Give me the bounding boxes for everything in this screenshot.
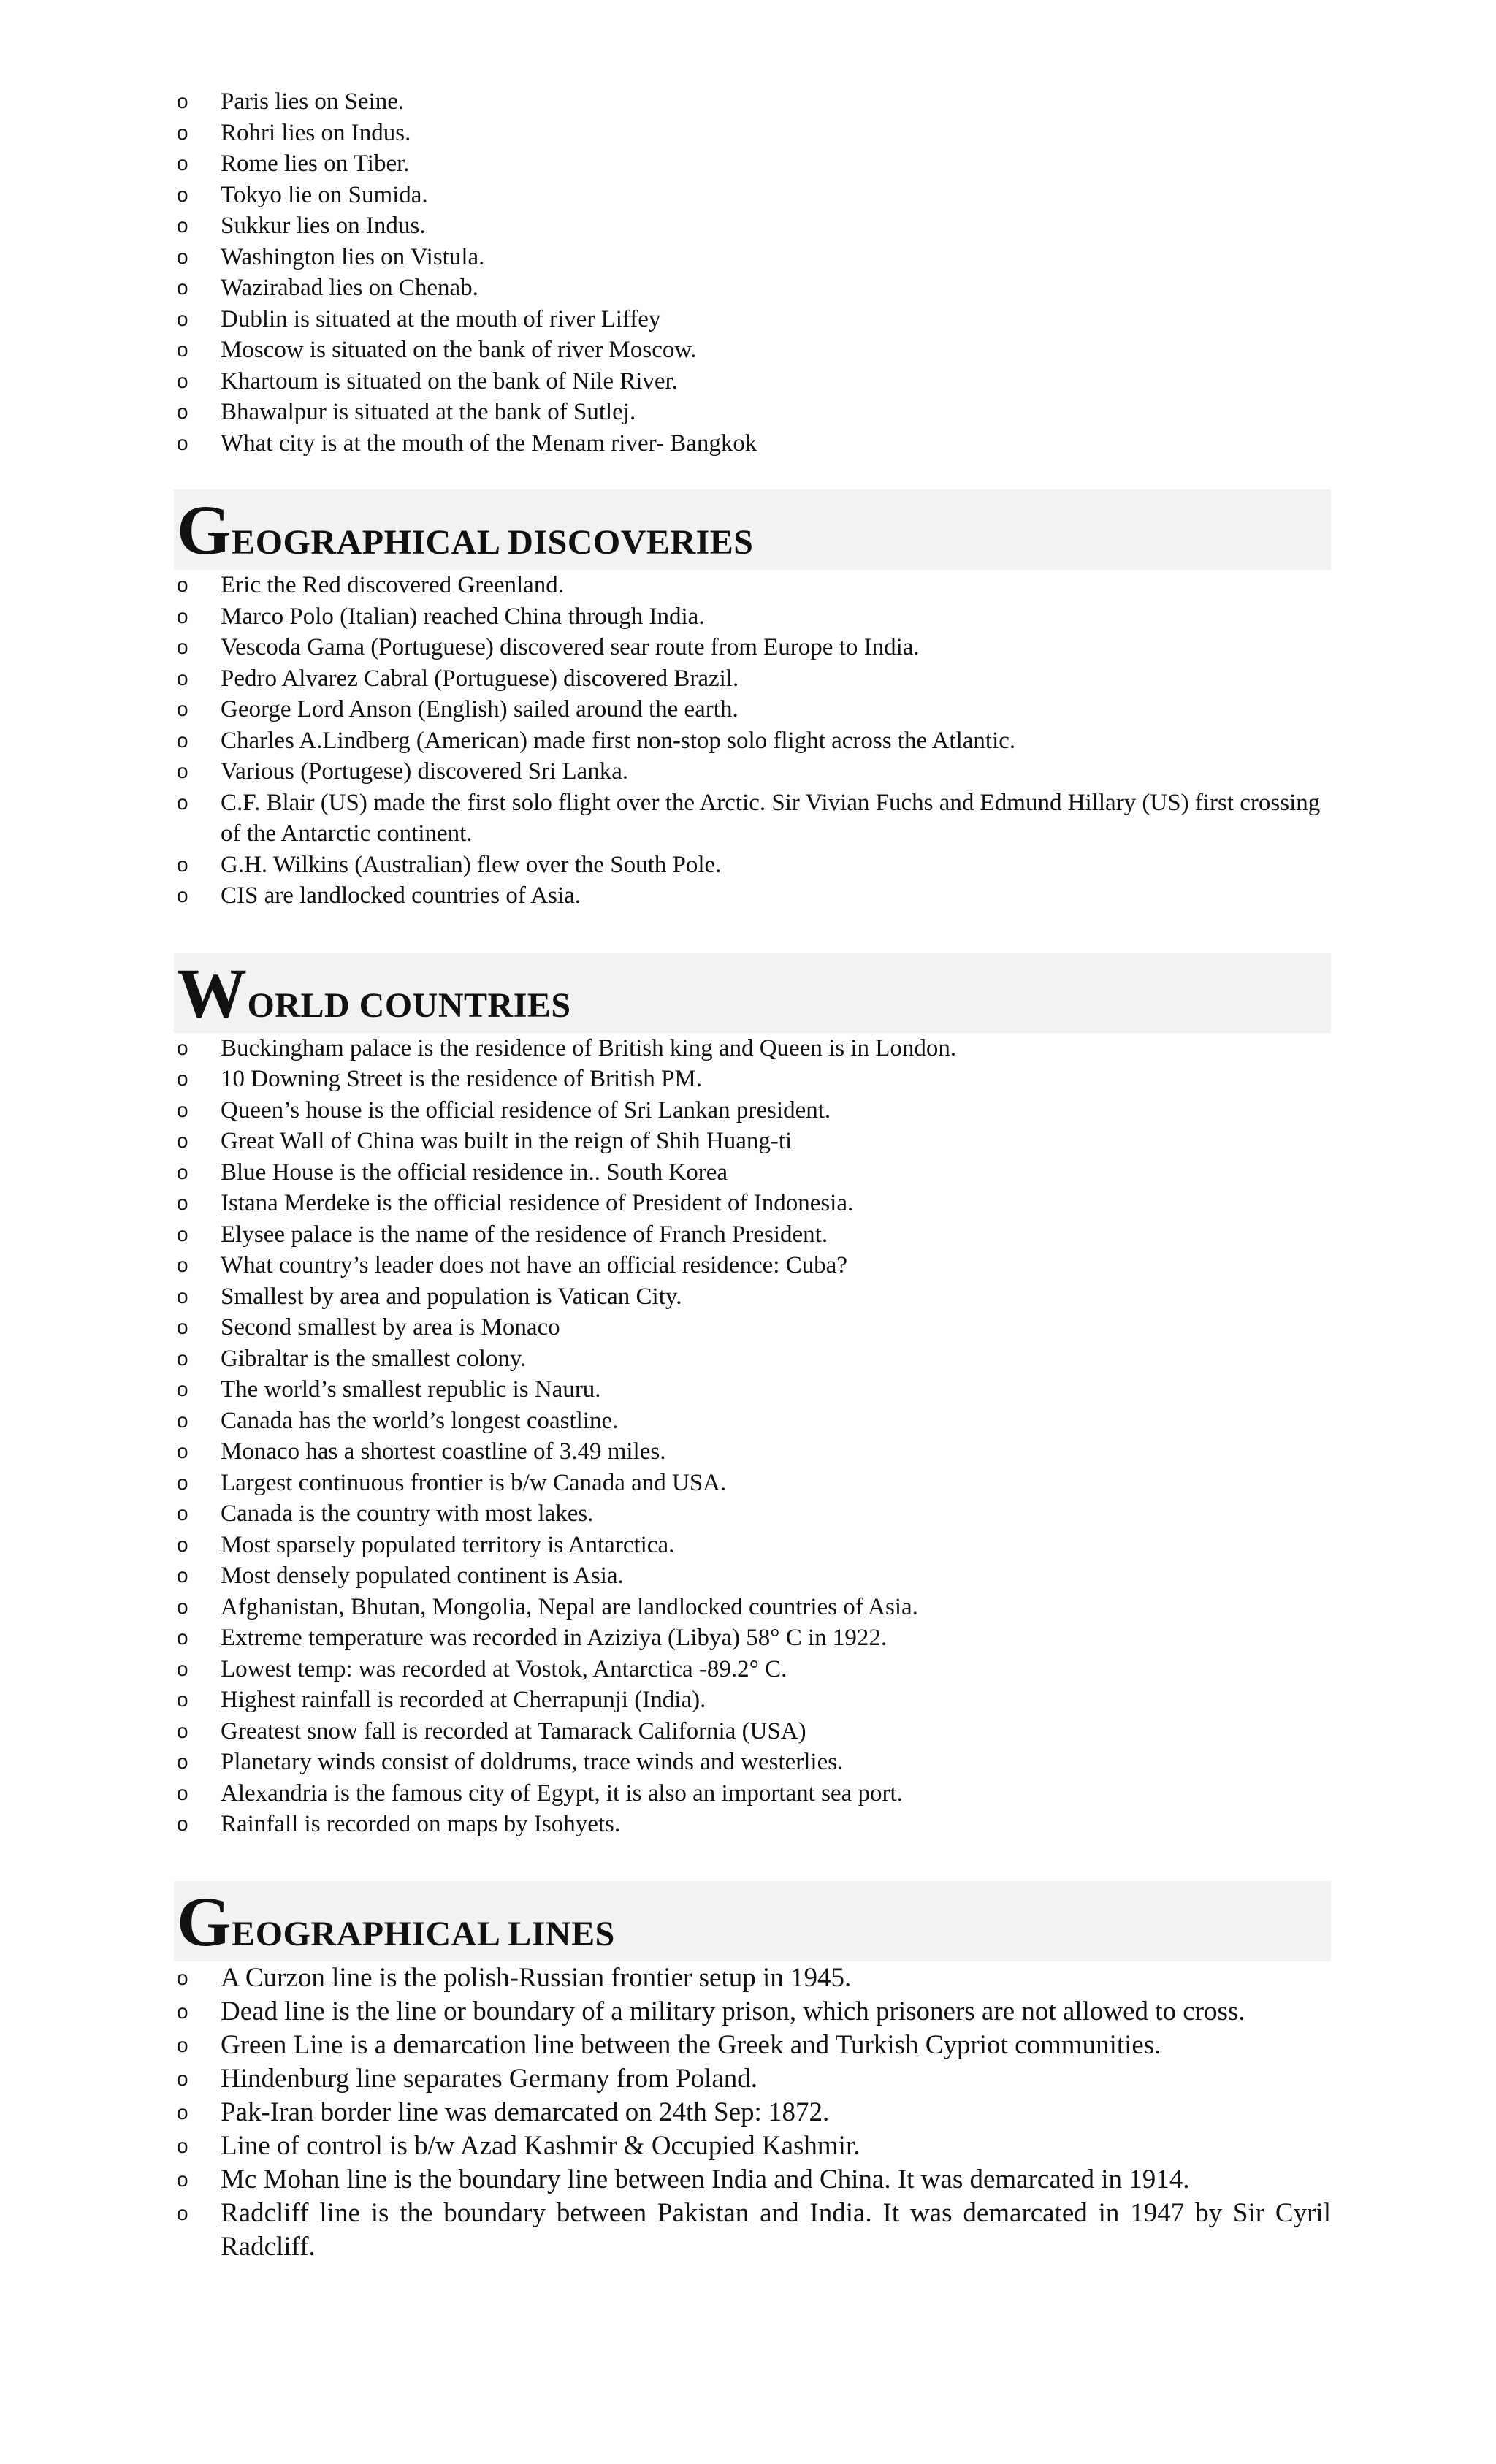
list-item (174, 118, 1331, 149)
bullet-icon: o (177, 1626, 188, 1649)
list-item-text: Sukkur lies on Indus. (221, 213, 426, 239)
list-item (174, 2197, 1331, 2264)
list-item (174, 1219, 1331, 1251)
bullet-icon: o (177, 760, 188, 782)
lines-heading (177, 1882, 615, 1961)
list-item (174, 242, 1331, 273)
bullet-icon: o (177, 400, 188, 423)
list-item-text: Queen’s house is the official residence of Sri Lankan president. (221, 1096, 831, 1124)
bullet-icon: o (177, 2134, 188, 2157)
list-item (174, 880, 1331, 912)
section-heading-discoveries (174, 489, 1331, 570)
bullet-icon: o (177, 604, 188, 628)
list-item (174, 1405, 1331, 1437)
list-item (174, 1716, 1331, 1747)
section-heading-lines (174, 1881, 1331, 1961)
list-item (174, 304, 1331, 335)
discoveries-heading (177, 491, 754, 569)
list-item (174, 272, 1331, 304)
list-item (174, 570, 1331, 601)
list-item (174, 632, 1331, 663)
bullet-icon: o (177, 1719, 188, 1742)
list-item-text: Eric the Red discovered Greenland. (221, 572, 565, 598)
list-item-text: Lowest temp: was recorded at Vostok, Antarctica -89.2° C. (221, 1655, 787, 1682)
rivers-list (174, 86, 1331, 459)
bullet-icon: o (177, 1564, 188, 1587)
bullet-icon: o (177, 276, 188, 299)
bullet-icon: o (177, 245, 188, 268)
bullet-icon: o (177, 431, 188, 454)
list-item (174, 850, 1331, 881)
list-item (174, 601, 1331, 633)
countries-heading (177, 953, 571, 1032)
heading-initial: W (177, 953, 248, 1032)
list-item (174, 366, 1331, 397)
list-item-text: Smallest by area and population is Vatican City. (221, 1283, 682, 1310)
list-item-text: CIS are landlocked countries of Asia. (221, 882, 581, 909)
list-item (174, 1498, 1331, 1530)
bullet-icon: o (177, 1812, 188, 1835)
list-item (174, 1592, 1331, 1623)
list-item (174, 1064, 1331, 1095)
list-item-text: Afghanistan, Bhutan, Mongolia, Nepal are landlocked countries of Asia. (221, 1593, 918, 1620)
list-item-text: Planetary winds consist of doldrums, trace winds and westerlies. (221, 1749, 844, 1775)
list-item-text: The world’s smallest republic is Nauru. (221, 1376, 601, 1403)
list-item-text: Khartoum is situated on the bank of Nile River. (221, 367, 678, 394)
list-item-text: Pedro Alvarez Cabral (Portuguese) discovered Brazil. (221, 665, 739, 692)
list-item-text: Buckingham palace is the residence of British king and Queen is in London. (221, 1034, 957, 1061)
list-item-text: Canada is the country with most lakes. (221, 1500, 594, 1527)
list-item (174, 663, 1331, 695)
list-item (174, 148, 1331, 180)
list-item (174, 1343, 1331, 1375)
list-item (174, 180, 1331, 211)
list-item-text: Most densely populated continent is Asia. (221, 1563, 624, 1589)
heading-text: ORLD COUNTRIES (247, 985, 571, 1025)
bullet-icon: o (177, 214, 188, 237)
bullet-icon: o (177, 1688, 188, 1711)
list-item (174, 2029, 1331, 2062)
list-item-text: Blue House is the official residence in.. South Korea (221, 1159, 728, 1186)
bullet-icon: o (177, 1781, 188, 1804)
bullet-icon: o (177, 1316, 188, 1338)
bullet-icon: o (177, 1129, 188, 1152)
bullet-icon: o (177, 636, 188, 658)
bullet-icon: o (177, 884, 188, 907)
bullet-icon: o (177, 1657, 188, 1680)
list-item-text: Various (Portugese) discovered Sri Lanka. (221, 758, 629, 785)
list-item-text: What city is at the mouth of the Menam river- Bangkok (221, 430, 757, 457)
list-item-text: 10 Downing Street is the residence of British PM. (221, 1066, 703, 1092)
list-item (174, 86, 1331, 118)
list-item-text: Bhawalpur is situated at the bank of Sutlej. (221, 399, 636, 425)
bullet-icon: o (177, 1750, 188, 1773)
bullet-icon: o (177, 2033, 188, 2056)
bullet-icon: o (177, 1346, 188, 1370)
bullet-icon: o (177, 1502, 188, 1525)
heading-text: EOGRAPHICAL DISCOVERIES (232, 523, 754, 562)
list-item-text: Marco Polo (Italian) reached China through India. (221, 603, 705, 630)
discoveries-list (174, 570, 1331, 912)
bullet-icon: o (177, 728, 188, 752)
bullet-icon: o (177, 1098, 188, 1121)
bullet-icon: o (177, 152, 188, 175)
list-item-text: Green Line is a demarcation line between the Greek and Turkish Cypriot communities. (221, 2029, 1161, 2060)
bullet-icon: o (177, 121, 188, 144)
bullet-icon: o (177, 1160, 188, 1183)
list-item-text: Extreme temperature was recorded in Aziziya (Libya) 58° C in 1922. (221, 1625, 888, 1651)
list-item (174, 1654, 1331, 1685)
bullet-icon: o (177, 183, 188, 206)
list-item-text: Line of control is b/w Azad Kashmir & Occupied Kashmir. (221, 2130, 860, 2161)
list-item-text: Gibraltar is the smallest colony. (221, 1345, 527, 1372)
bullet-icon: o (177, 1284, 188, 1308)
list-item-text: C.F. Blair (US) made the first solo flight over the Arctic. Sir Vivian Fuchs and Edmund Hillary (US) first crossing of the Antarctic continent. (221, 789, 1321, 847)
list-item-text: A Curzon line is the polish-Russian frontier setup in 1945. (221, 1962, 852, 1993)
list-item-text: Mc Mohan line is the boundary line between India and China. It was demarcated in 1914. (221, 2164, 1190, 2194)
list-item (174, 1809, 1331, 1840)
bullet-icon: o (177, 338, 188, 361)
bullet-icon: o (177, 666, 188, 690)
list-item (174, 1995, 1331, 2029)
list-item-text: Charles A.Lindberg (American) made first non-stop solo flight across the Atlantic. (221, 727, 1016, 754)
list-item-text: G.H. Wilkins (Australian) flew over the South Pole. (221, 851, 722, 878)
list-item (174, 2163, 1331, 2197)
list-item-text: Rainfall is recorded on maps by Isohyets. (221, 1811, 621, 1837)
bullet-icon: o (177, 1222, 188, 1246)
list-item-text: Great Wall of China was built in the reign of Shih Huang-ti (221, 1128, 793, 1154)
bullet-icon: o (177, 573, 188, 596)
list-item (174, 397, 1331, 428)
list-item-text: Monaco has a shortest coastline of 3.49 miles. (221, 1438, 666, 1465)
list-item-text: Rome lies on Tiber. (221, 150, 410, 177)
list-item (174, 2096, 1331, 2129)
list-item (174, 787, 1331, 850)
list-item-text: George Lord Anson (English) sailed around the earth. (221, 696, 739, 722)
list-item-text: Dublin is situated at the mouth of river Liffey (221, 305, 661, 332)
bullet-icon: o (177, 90, 188, 112)
list-item (174, 1685, 1331, 1716)
list-item-text: Washington lies on Vistula. (221, 243, 485, 270)
list-item-text: Most sparsely populated territory is Antarctica. (221, 1531, 675, 1558)
heading-initial: G (177, 1882, 232, 1961)
bullet-icon: o (177, 2067, 188, 2090)
bullet-icon: o (177, 307, 188, 330)
list-item-text: Moscow is situated on the bank of river Moscow. (221, 337, 697, 363)
list-item-text: Canada has the world’s longest coastline. (221, 1407, 619, 1434)
list-item-text: Wazirabad lies on Chenab. (221, 275, 478, 301)
list-item (174, 2062, 1331, 2096)
lines-list (174, 1961, 1331, 2264)
list-item (174, 1126, 1331, 1157)
list-item-text: Hindenburg line separates Germany from Poland. (221, 2063, 758, 2094)
list-item (174, 1747, 1331, 1778)
bullet-icon: o (177, 1378, 188, 1400)
list-item-text: Elysee palace is the name of the residence of Franch President. (221, 1221, 828, 1248)
bullet-icon: o (177, 853, 188, 876)
list-item-text: Radcliff line is the boundary between Pakistan and India. It was demarcated in 1947 by Sir Cyril Radcliff. (221, 2197, 1331, 2262)
bullet-icon: o (177, 1533, 188, 1556)
list-item (174, 1530, 1331, 1561)
bullet-icon: o (177, 1471, 188, 1494)
heading-text: EOGRAPHICAL LINES (232, 1914, 615, 1953)
list-item (174, 2129, 1331, 2163)
list-item-text: Highest rainfall is recorded at Cherrapunji (India). (221, 1687, 706, 1713)
list-item (174, 335, 1331, 366)
list-item (174, 1312, 1331, 1343)
bullet-icon: o (177, 1999, 188, 2023)
list-item (174, 1095, 1331, 1126)
list-item (174, 1033, 1331, 1064)
bullet-icon: o (177, 1440, 188, 1462)
bullet-icon: o (177, 2167, 188, 2191)
list-item-text: What country’s leader does not have an official residence: Cuba? (221, 1252, 847, 1278)
countries-list (174, 1033, 1331, 1840)
list-item-text: Second smallest by area is Monaco (221, 1314, 560, 1340)
bullet-icon: o (177, 2201, 188, 2224)
bullet-icon: o (177, 1408, 188, 1432)
list-item-text: Vescoda Gama (Portuguese) discovered sear route from Europe to India. (221, 634, 920, 660)
bullet-icon: o (177, 698, 188, 720)
list-item (174, 428, 1331, 459)
list-item-text: Istana Merdeke is the official residence of President of Indonesia. (221, 1190, 854, 1216)
list-item (174, 1622, 1331, 1654)
bullet-icon: o (177, 2100, 188, 2124)
section-heading-countries (174, 953, 1331, 1033)
list-item (174, 1281, 1331, 1313)
list-item (174, 1560, 1331, 1592)
list-item-text: Largest continuous frontier is b/w Canada and USA. (221, 1469, 727, 1496)
list-item (174, 694, 1331, 725)
list-item-text: Tokyo lie on Sumida. (221, 181, 428, 208)
bullet-icon: o (177, 369, 188, 392)
list-item (174, 210, 1331, 242)
list-item (174, 1250, 1331, 1281)
list-item-text: Rohri lies on Indus. (221, 119, 411, 146)
list-item (174, 1436, 1331, 1468)
list-item (174, 1778, 1331, 1809)
list-item (174, 1157, 1331, 1189)
document-page (174, 86, 1331, 2264)
heading-initial: G (177, 491, 232, 569)
list-item (174, 1188, 1331, 1219)
bullet-icon: o (177, 790, 188, 814)
list-item (174, 756, 1331, 787)
list-item-text: Alexandria is the famous city of Egypt, it is also an important sea port. (221, 1780, 903, 1807)
bullet-icon: o (177, 1067, 188, 1090)
bullet-icon: o (177, 1254, 188, 1276)
list-item-text: Dead line is the line or boundary of a military prison, which prisoners are not allowed to cross. (221, 1996, 1245, 2026)
list-item (174, 1374, 1331, 1405)
list-item-text: Pak-Iran border line was demarcated on 24th Sep: 1872. (221, 2097, 830, 2127)
list-item (174, 1468, 1331, 1499)
bullet-icon: o (177, 1966, 188, 1989)
bullet-icon: o (177, 1036, 188, 1059)
list-item-text: Greatest snow fall is recorded at Tamarack California (USA) (221, 1717, 806, 1744)
list-item-text: Paris lies on Seine. (221, 88, 405, 115)
bullet-icon: o (177, 1595, 188, 1618)
list-item (174, 1961, 1331, 1995)
list-item (174, 725, 1331, 757)
bullet-icon: o (177, 1191, 188, 1214)
